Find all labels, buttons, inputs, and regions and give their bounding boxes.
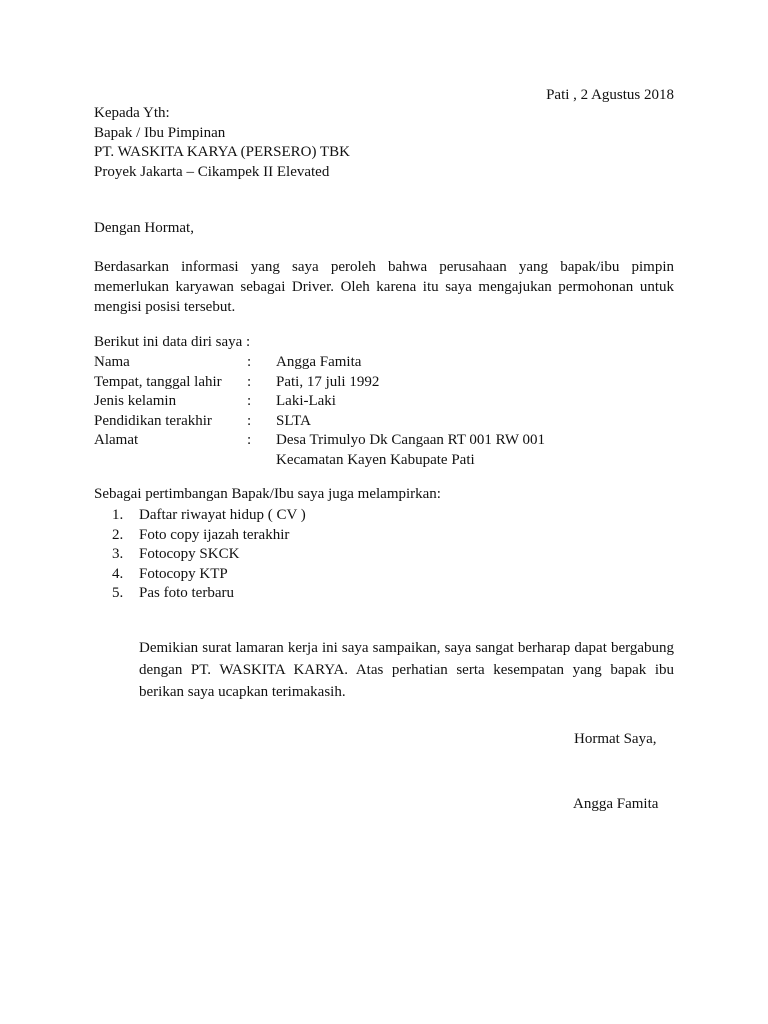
signature-name: Angga Famita bbox=[573, 796, 659, 812]
list-text: Fotocopy SKCK bbox=[139, 546, 240, 562]
data-value: Angga Famita bbox=[276, 354, 362, 370]
personal-data-table bbox=[94, 353, 545, 470]
data-separator: : bbox=[247, 412, 252, 429]
data-label-empty bbox=[94, 451, 247, 471]
data-row-education bbox=[94, 412, 545, 432]
recipient-company: PT. WASKITA KARYA (PERSERO) TBK bbox=[94, 144, 350, 160]
data-row-address bbox=[94, 431, 545, 451]
data-row-address-continued bbox=[94, 451, 545, 471]
data-row-name bbox=[94, 353, 545, 373]
data-separator-empty bbox=[247, 451, 276, 471]
attachments-heading: Sebagai pertimbangan Bapak/Ibu saya juga melampirkan: bbox=[94, 486, 441, 502]
data-value: Pati, 17 juli 1992 bbox=[276, 373, 380, 390]
data-label: Nama bbox=[94, 354, 130, 370]
data-label: Tempat, tanggal lahir bbox=[94, 373, 222, 390]
data-label: Alamat bbox=[94, 432, 139, 448]
list-text: Fotocopy KTP bbox=[139, 565, 228, 582]
data-value: SLTA bbox=[276, 412, 311, 429]
salutation: Dengan Hormat, bbox=[94, 220, 194, 236]
personal-data-heading: Berikut ini data diri saya : bbox=[94, 334, 251, 350]
list-item bbox=[112, 506, 306, 526]
list-number: 3. bbox=[112, 546, 124, 562]
recipient-title: Bapak / Ibu Pimpinan bbox=[94, 124, 226, 141]
letter-date: Pati , 2 Agustus 2018 bbox=[546, 87, 674, 103]
recipient-block bbox=[94, 104, 350, 182]
signature-greeting: Hormat Saya, bbox=[574, 731, 657, 747]
data-separator: : bbox=[247, 432, 252, 448]
closing-paragraph: Demikian surat lamaran kerja ini saya sampaikan, saya sangat berharap dapat bergabung dengan PT. WASKITA KARYA. Atas perhatian serta kesempatan yang bapak ibu berikan saya ucapkan terimakasih. bbox=[139, 640, 674, 700]
list-item bbox=[112, 526, 306, 546]
list-number: 4. bbox=[112, 565, 124, 582]
data-label: Jenis kelamin bbox=[94, 393, 177, 409]
data-value: Desa Trimulyo Dk Cangaan RT 001 RW 001 bbox=[276, 432, 545, 448]
data-value: Laki-Laki bbox=[276, 393, 336, 409]
recipient-greeting: Kepada Yth: bbox=[94, 105, 170, 121]
list-text: Pas foto terbaru bbox=[139, 585, 234, 601]
list-item bbox=[112, 545, 306, 565]
data-row-gender bbox=[94, 392, 545, 412]
data-row-birth bbox=[94, 373, 545, 393]
attachments-list bbox=[112, 506, 306, 604]
list-number: 1. bbox=[112, 507, 124, 523]
list-number: 5. bbox=[112, 585, 124, 601]
list-item bbox=[112, 565, 306, 585]
intro-paragraph: Berdasarkan informasi yang saya peroleh bahwa perusahaan yang bapak/ibu pimpin memerlukan karyawan sebagai Driver. Oleh karena itu saya mengajukan permohonan untuk mengisi posisi tersebut. bbox=[94, 259, 674, 315]
recipient-project: Proyek Jakarta – Cikampek II Elevated bbox=[94, 163, 330, 180]
data-value: Kecamatan Kayen Kabupate Pati bbox=[276, 451, 475, 468]
data-separator: : bbox=[247, 393, 252, 409]
data-label: Pendidikan terakhir bbox=[94, 412, 212, 429]
list-text: Foto copy ijazah terakhir bbox=[139, 526, 290, 543]
list-item bbox=[112, 584, 306, 604]
data-separator: : bbox=[247, 354, 252, 370]
list-text: Daftar riwayat hidup ( CV ) bbox=[139, 507, 306, 523]
list-number: 2. bbox=[112, 526, 124, 543]
data-separator: : bbox=[247, 373, 252, 390]
